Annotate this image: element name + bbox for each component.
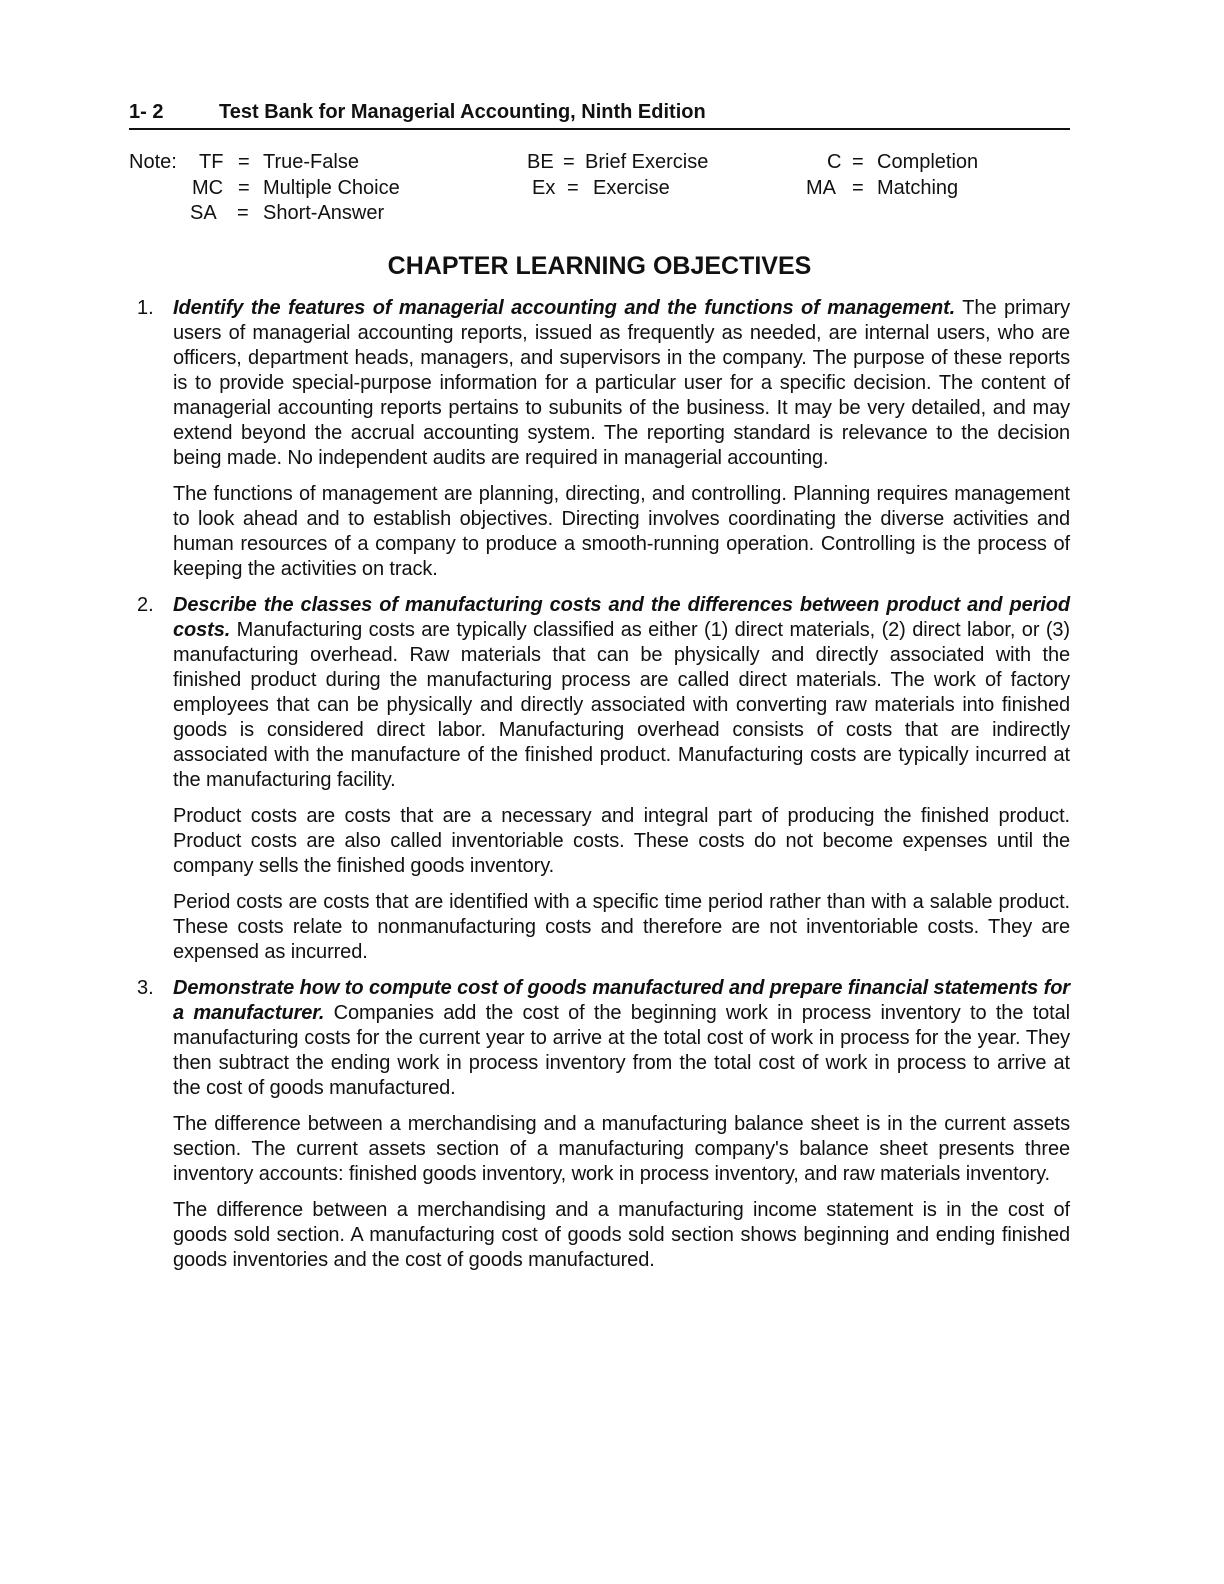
objective-lead-text: The primary users of managerial accounting reports, issued as frequently as needed, are internal users, who are officers, department heads, managers, and supervisors in the company. The purpose of these reports is to provide special-purpose information for a particular user for a specific decision. The content of managerial accounting reports pertains to subunits of the business. It may be very detailed, and may extend beyond the accrual accounting system. The reporting standard is relevance to the decision being made. No independent audits are required in managerial accounting. bbox=[173, 297, 1070, 469]
legend-abbr: SA bbox=[190, 202, 217, 224]
legend-note-label: Note: bbox=[129, 151, 177, 173]
legend-eq: = bbox=[852, 176, 864, 199]
learning-objective bbox=[129, 296, 1070, 582]
objective-paragraph: Period costs are costs that are identified with a specific time period rather than with a salable product. These costs relate to nonmanufacturing costs and therefore are not inventoriable costs. They are expensed as incurred. bbox=[173, 891, 1070, 963]
legend-abbr: BE bbox=[527, 151, 554, 173]
objective-title: Demonstrate how to compute cost of goods manufactured and prepare financial statements for a manufacturer. bbox=[173, 977, 1070, 1024]
objective-paragraph: Product costs are costs that are a necessary and integral part of producing the finished product. Product costs are also called inventoriable costs. These costs do not become expenses until the company sells the finished goods inventory. bbox=[173, 805, 1070, 877]
objective-paragraph: The functions of management are planning, directing, and controlling. Planning requires management to look ahead and to establish objectives. Directing involves coordinating the diverse activities and human resources of a company to produce a smooth-running operation. Controlling is the process of keeping the activities on track. bbox=[173, 483, 1070, 580]
learning-objective bbox=[129, 976, 1070, 1273]
objective-paragraph: The difference between a merchandising and a manufacturing income statement is in the cost of goods sold section. A manufacturing cost of goods sold section shows beginning and ending finished goods inventories and the cost of goods manufactured. bbox=[173, 1199, 1070, 1271]
legend-meaning: Brief Exercise bbox=[585, 151, 709, 173]
legend-abbr: MC bbox=[192, 176, 224, 199]
legend-abbr: TF bbox=[199, 151, 224, 173]
objective-lead-paragraph bbox=[173, 593, 1070, 793]
objective-paragraph: The difference between a merchandising and a manufacturing balance sheet is in the current assets section. The current assets section of a manufacturing company's balance sheet presents three inventory accounts: finished goods inventory, work in process inventory, and raw materials inventory. bbox=[173, 1113, 1070, 1185]
legend-eq: = bbox=[852, 151, 864, 173]
legend-abbr: Ex bbox=[532, 176, 556, 199]
legend-eq: = bbox=[238, 176, 250, 199]
learning-objective bbox=[129, 593, 1070, 965]
learning-objectives-list bbox=[129, 296, 1070, 1284]
objective-title: Identify the features of managerial accounting and the functions of management. bbox=[173, 297, 956, 319]
book-title: Test Bank for Managerial Accounting, Ninth Edition bbox=[219, 101, 706, 123]
legend-meaning: Multiple Choice bbox=[263, 176, 400, 199]
page-number: 1- 2 bbox=[129, 101, 164, 123]
legend-eq: = bbox=[567, 176, 579, 199]
legend-meaning: Exercise bbox=[593, 176, 670, 199]
legend-meaning: Completion bbox=[877, 151, 979, 173]
objective-number: 3. bbox=[137, 977, 154, 999]
page-header bbox=[129, 99, 1070, 130]
legend-meaning: Short-Answer bbox=[263, 202, 385, 224]
objective-number: 1. bbox=[137, 297, 154, 319]
objective-lead-text: Companies add the cost of the beginning work in process inventory to the total manufacturing costs for the current year to arrive at the total cost of work in process for the year. They then subtract the ending work in process inventory from the total cost of work in process to arrive at the cost of goods manufactured. bbox=[173, 1002, 1070, 1099]
objective-number: 2. bbox=[137, 594, 154, 616]
legend-eq: = bbox=[238, 151, 250, 173]
legend-meaning: True-False bbox=[263, 151, 359, 173]
objective-lead-paragraph bbox=[173, 296, 1070, 471]
legend-abbr: MA bbox=[806, 176, 836, 199]
objective-title: Describe the classes of manufacturing costs and the differences between product and period costs. bbox=[173, 594, 1070, 641]
abbreviation-legend bbox=[129, 150, 1070, 230]
legend-abbr: C bbox=[827, 151, 842, 173]
objective-lead-text: Manufacturing costs are typically classified as either (1) direct materials, (2) direct labor, or (3) manufacturing overhead. Raw materials that can be physically and directly associated with the finished product during the manufacturing process are called direct materials. The work of factory employees that can be physically and directly associated with converting raw materials into finished goods is considered direct labor. Manufacturing overhead consists of costs that are indirectly associated with the manufacture of the finished product. Manufacturing costs are typically incurred at the manufacturing facility. bbox=[173, 619, 1070, 791]
legend-eq: = bbox=[563, 151, 575, 173]
chapter-heading: CHAPTER LEARNING OBJECTIVES bbox=[387, 252, 812, 280]
objective-lead-paragraph bbox=[173, 976, 1070, 1101]
legend-meaning: Matching bbox=[877, 176, 959, 199]
legend-eq: = bbox=[237, 202, 249, 224]
